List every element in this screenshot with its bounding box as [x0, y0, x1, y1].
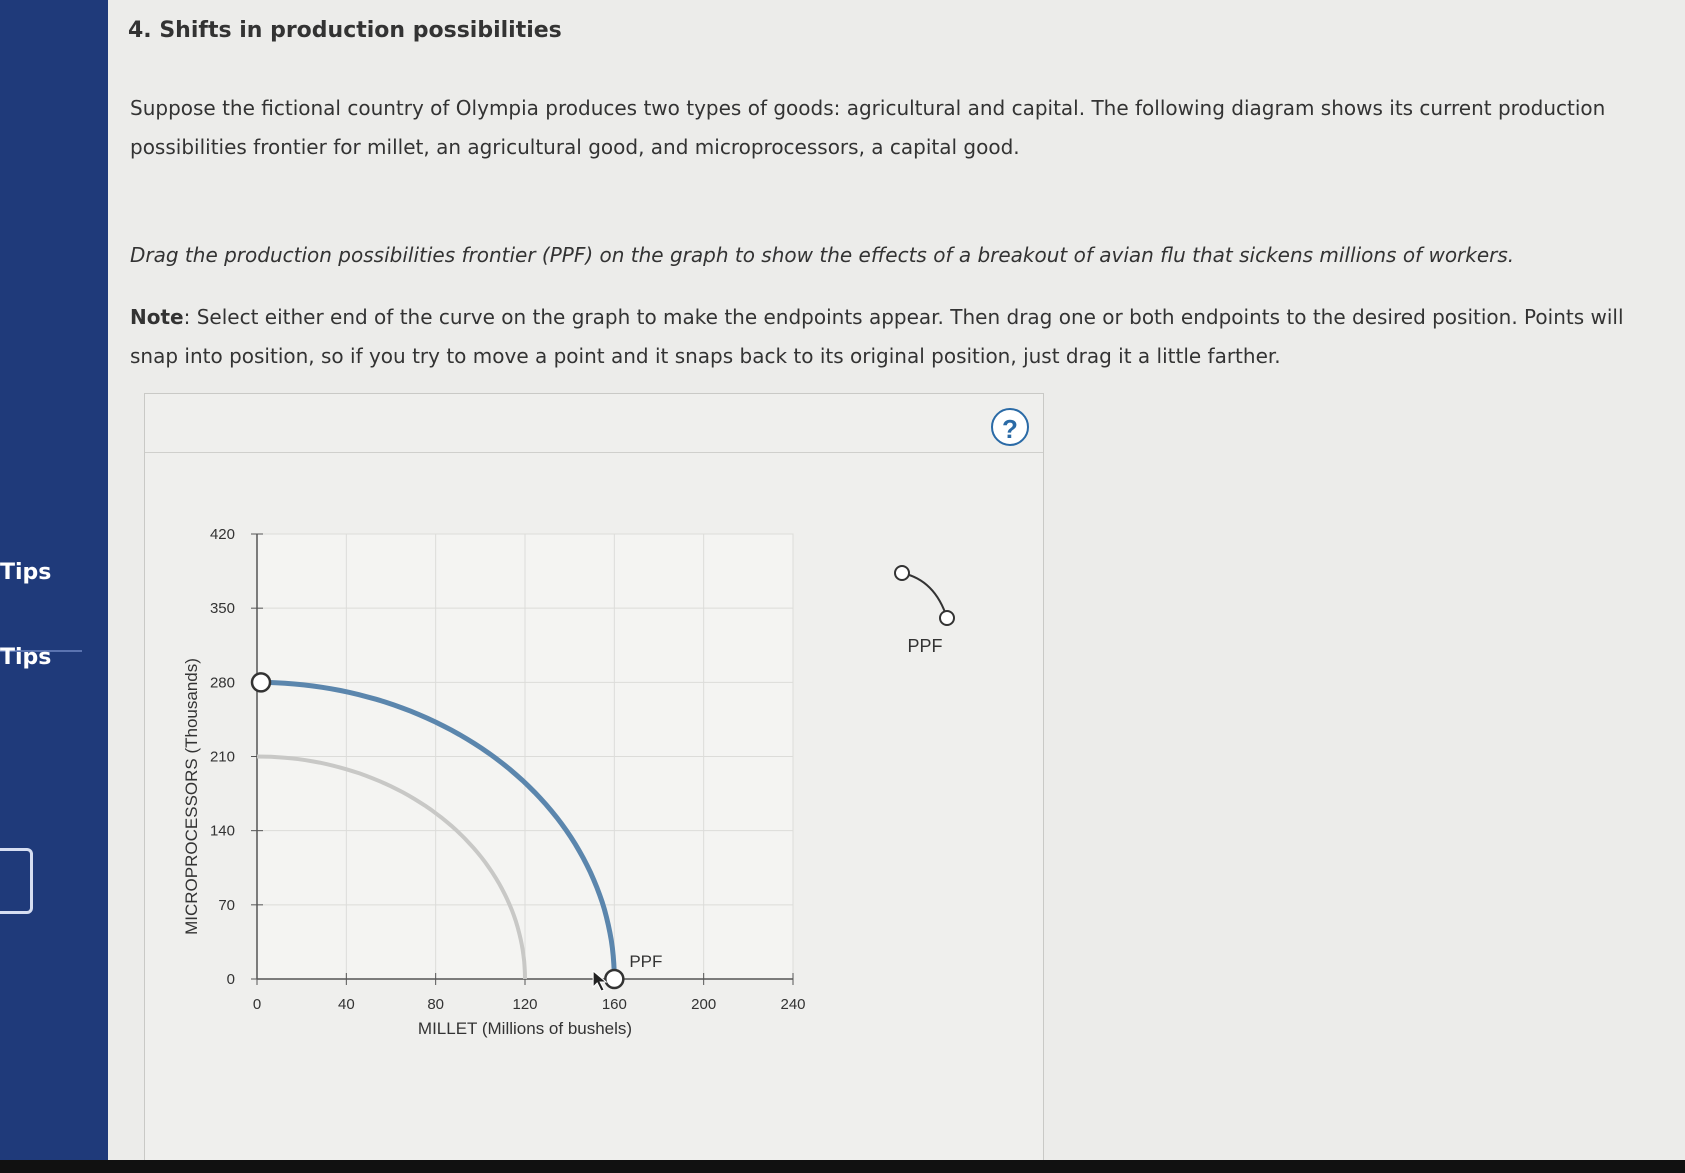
x-tick-label: 200: [691, 996, 717, 1013]
y-tick-label: 280: [209, 674, 235, 692]
sidebar: [0, 0, 108, 1173]
y-tick-label: 350: [209, 600, 235, 618]
ppf-curve-label: PPF: [629, 952, 663, 971]
ppf-endpoint-y-handle[interactable]: [252, 673, 270, 691]
sidebar-tab-tips-1[interactable]: Tips: [0, 560, 52, 585]
ppf-palette[interactable]: [895, 566, 954, 656]
ppf-chart[interactable]: [145, 452, 1043, 1164]
x-tick-label: 40: [337, 996, 355, 1013]
y-tick-label: 140: [209, 822, 235, 840]
question-title: 4. Shifts in production possibilities: [128, 18, 562, 43]
x-tick-label: 0: [252, 996, 262, 1013]
graph-header: [145, 394, 1043, 453]
y-axis-label: MICROPROCESSORS (Thousands): [182, 658, 201, 935]
graph-panel: [144, 393, 1044, 1165]
ppf-tool-label: PPF: [907, 636, 943, 656]
note-label: Note: [130, 305, 184, 329]
y-tick-label: 210: [209, 748, 235, 766]
question-intro: Suppose the fictional country of Olympia produces two types of goods: agricultural and capital. The following diagram shows its current production possibilities frontier for millet, an agricultural good, and microprocessors, a capital good.: [130, 96, 1606, 159]
sidebar-tab-tips-2[interactable]: Tips: [0, 645, 52, 670]
x-tick-label: 120: [512, 996, 538, 1013]
note-text: : Select either end of the curve on the graph to make the endpoints appear. Then drag one or both endpoints to the desired position. Points will snap into position, so if you try to move a point and it snaps back to its original position, just drag it a little farther.: [130, 305, 1624, 368]
ppf-tool-start-point[interactable]: [895, 566, 909, 580]
ppf-tool-icon[interactable]: [902, 573, 947, 618]
y-tick-label: 70: [218, 896, 235, 914]
y-tick-label: 0: [226, 971, 235, 988]
question-instruction: Drag the production possibilities frontier (PPF) on the graph to show the effects of a breakout of avian flu that sickens millions of workers.: [130, 243, 1515, 267]
question-note: [130, 298, 1660, 376]
x-axis-label: MILLET (Millions of bushels): [417, 1019, 633, 1038]
ppf-endpoint-x-handle[interactable]: [605, 970, 623, 988]
x-tick-label: 80: [427, 996, 445, 1013]
help-button[interactable]: ?: [991, 408, 1029, 446]
x-tick-label: 160: [601, 996, 627, 1013]
y-tick-label: 420: [209, 526, 235, 543]
chart-grid: [257, 534, 793, 979]
ppf-tool-end-point[interactable]: [940, 611, 954, 625]
x-tick-label: 240: [780, 996, 806, 1013]
bottom-bar: [0, 1160, 1685, 1173]
question-panel: [108, 0, 1685, 1160]
sidebar-box-icon[interactable]: [0, 848, 33, 914]
